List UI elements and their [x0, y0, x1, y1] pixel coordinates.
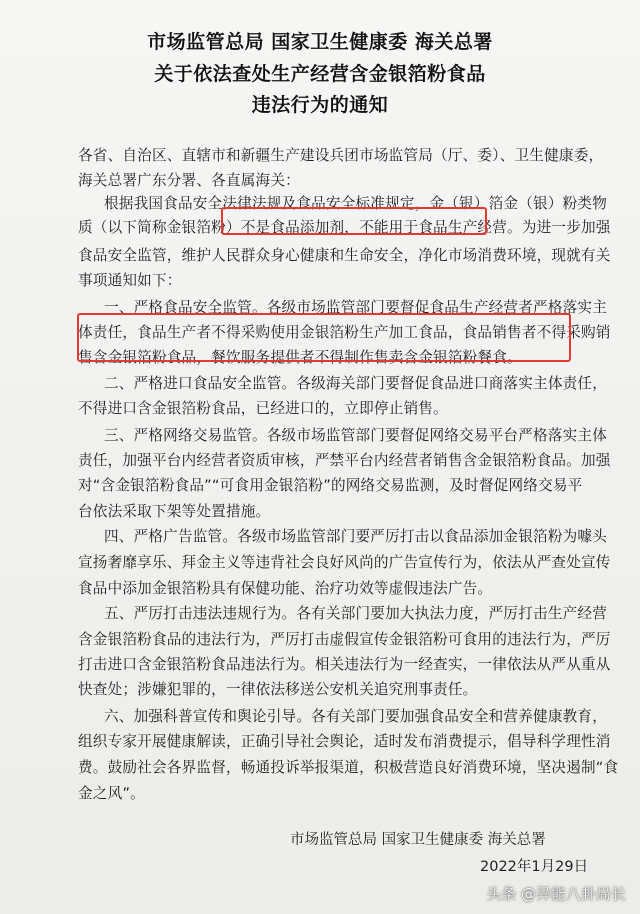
body-line: 事项通知如下： [78, 272, 182, 289]
body-line: 一、严格食品安全监管。各级市场监管部门要督促食品生产经营者严格落实主 [104, 299, 607, 316]
body-line: 海关总署广东分署、各直属海关： [78, 172, 300, 189]
watermark-text: 头条 @异能八卦局长 [486, 885, 626, 903]
body-line: 打击进口含金银箔粉食品违法行为。相关违法行为一经查实，一律依法从严从重从 [78, 656, 611, 673]
signature-date: 2022年1月29日 [480, 859, 589, 875]
body-line: 六、加强科普宣传和舆论引导。各有关部门要加强食品安全和营养健康教育， [104, 708, 607, 725]
body-line: 二、严格进口食品安全监管。各级海关部门要督促食品进口商落实主体责任， [104, 375, 607, 392]
highlight-box-production-ban [77, 313, 571, 362]
highlight-box-not-additive [221, 207, 487, 235]
body-line: 金之风”。 [78, 785, 145, 802]
signature-agencies: 市场监管总局 国家卫生健康委 海关总署 [290, 832, 546, 848]
body-line: 不得进口含金银箔粉食品，已经进口的，立即停止销售。 [78, 400, 448, 417]
title-line-2: 关于依法查处生产经营含金银箔粉食品 [154, 63, 486, 85]
body-line: 三、严格网络交易监管。各级市场监管部门要督促网络交易平台严格落实主体 [104, 427, 607, 444]
body-line: 体责任，食品生产者不得采购使用金银箔粉生产加工食品，食品销售者不得采购销 [78, 324, 611, 341]
body-line: 快查处；涉嫌犯罪的，一律依法移送公安机关追究刑事责任。 [78, 681, 478, 698]
body-line: 含金银箔粉食品的违法行为，严厉打击虚假宣传金银箔粉可食用的违法行为，严厉 [78, 631, 611, 648]
body-line: 四、严格广告监管。各级市场监管部门要严厉打击以食品添加金银箔粉为噱头 [104, 528, 607, 545]
body-line: 责任，加强平台内经营者资质审核，严禁平台内经营者销售含金银箔粉食品。加强 [78, 452, 611, 469]
title-line-1: 市场监管总局 国家卫生健康委 海关总署 [147, 31, 493, 53]
body-line: 质（以下简称金银箔粉）不是食品添加剂，不能用于食品生产经营。为进一步加强 [78, 219, 611, 236]
body-line: 费。鼓励社会各界监督，畅通投诉举报渠道，积极营造良好消费环境，坚决遏制“食 [78, 759, 619, 776]
body-line: 食品安全监管，维护人民群众身心健康和生命安全，净化市场消费环境，现就有关 [78, 247, 611, 264]
body-line: 食品中添加金银箔粉具有保健功能、治疗功效等虚假违法广告。 [78, 580, 493, 597]
body-line: 对“含金银箔粉食品”“可食用金银箔粉”的网络交易监测，及时督促网络交易平 [78, 477, 583, 494]
body-line: 根据我国食品安全法律法规及食品安全标准规定，金（银）箔金（银）粉类物 [104, 195, 607, 212]
title-line-3: 违法行为的通知 [251, 94, 389, 116]
body-line: 各省、自治区、直辖市和新疆生产建设兵团市场监管局（厅、委）、卫生健康委， [78, 147, 604, 164]
body-line: 五、严厉打击违法违规行为。各有关部门要加大执法力度，严厉打击生产经营 [104, 605, 607, 622]
body-line: 宣扬奢靡享乐、拜金主义等违背社会良好风尚的广告宣传行为，依法从严查处宣传 [78, 554, 611, 571]
body-line: 组织专家开展健康解读，正确引导社会舆论，适时发布消费提示，倡导科学理性消 [78, 733, 611, 750]
body-line: 台依法采取下架等处置措施。 [78, 503, 271, 520]
body-line: 售含金银箔粉食品，餐饮服务提供者不得制作售卖含金银箔粉餐食。 [78, 349, 522, 366]
